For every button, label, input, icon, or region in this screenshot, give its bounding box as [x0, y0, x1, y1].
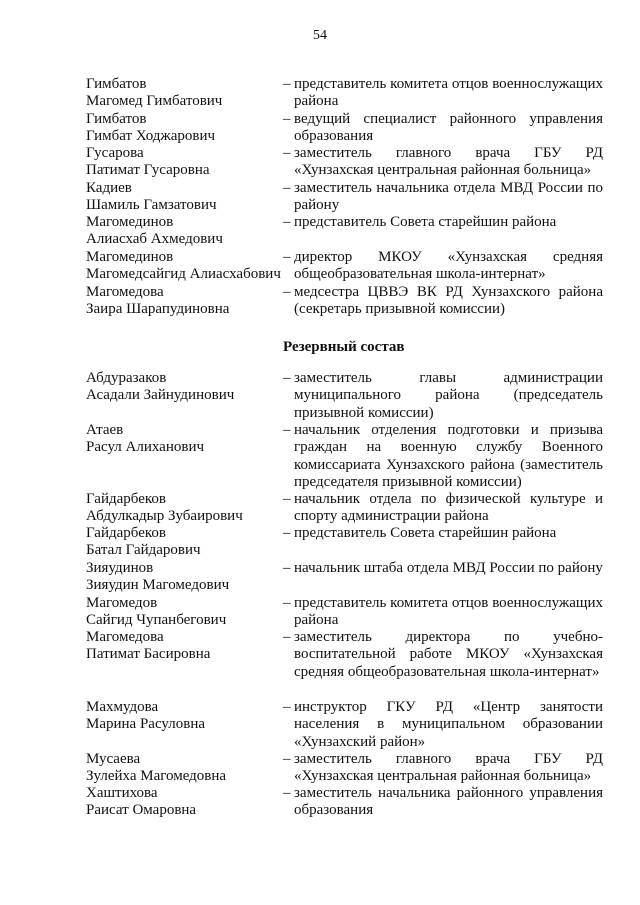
member-last-name: Гайдарбеков	[86, 525, 166, 541]
page-number: 54	[313, 28, 327, 43]
member-last-name: Магомедова	[86, 284, 164, 300]
dash-separator: –	[283, 525, 291, 541]
member-position: инструктор ГКУ РД «Центр занятости населения в муниципальном образовании «Хунзахский район»	[294, 699, 603, 750]
member-name	[86, 785, 281, 820]
member-name	[86, 595, 281, 630]
member-position: заместитель директора по учебно-воспитательной работе МКОУ «Хунзахская средняя общеобразовательная школа-интернат»	[294, 629, 603, 680]
dash-separator: –	[283, 699, 291, 715]
member-name	[86, 525, 281, 560]
dash-separator: –	[283, 370, 291, 386]
member-name	[86, 629, 281, 664]
member-last-name: Гимбатов	[86, 111, 147, 127]
dash-separator: –	[283, 111, 291, 127]
member-last-name: Магомедова	[86, 629, 164, 645]
member-name	[86, 180, 281, 215]
member-first-names: Зияудин Магомедович	[86, 577, 230, 594]
member-first-names: Батал Гайдарович	[86, 542, 201, 559]
member-last-name: Гусарова	[86, 145, 144, 161]
member-first-names: Магомедсайгид Алиасхабович	[86, 266, 281, 283]
member-position: заместитель главного врача ГБУ РД «Хунзахская центральная районная больница»	[294, 751, 603, 785]
member-first-names: Патимат Басировна	[86, 646, 211, 663]
member-position: начальник отдела по физической культуре и спорту администрации района	[294, 491, 603, 525]
member-first-names: Алиасхаб Ахмедович	[86, 231, 223, 248]
member-name	[86, 249, 281, 284]
member-first-names: Заира Шарапудиновна	[86, 301, 230, 318]
member-last-name: Махмудова	[86, 699, 159, 715]
member-name	[86, 751, 281, 786]
dash-separator: –	[283, 560, 291, 576]
member-last-name: Зияудинов	[86, 560, 154, 576]
member-name	[86, 214, 281, 249]
member-position: медсестра ЦВВЭ ВК РД Хунзахского района (секретарь призывной комиссии)	[294, 284, 603, 318]
member-last-name: Магомединов	[86, 214, 174, 230]
member-position: заместитель начальника отдела МВД России по району	[294, 180, 603, 214]
dash-separator: –	[283, 214, 291, 230]
member-name	[86, 699, 281, 734]
member-position: заместитель начальника районного управления образования	[294, 785, 603, 819]
member-last-name: Кадиев	[86, 180, 132, 196]
dash-separator: –	[283, 491, 291, 507]
member-first-names: Зулейха Магомедовна	[86, 768, 227, 785]
dash-separator: –	[283, 595, 291, 611]
member-position: начальник штаба отдела МВД России по району	[294, 560, 603, 576]
member-first-names: Асадали Зайнудинович	[86, 387, 235, 404]
member-first-names: Сайгид Чупанбегович	[86, 612, 227, 629]
dash-separator: –	[283, 249, 291, 265]
member-last-name: Гайдарбеков	[86, 491, 166, 507]
member-last-name: Мусаева	[86, 751, 141, 767]
dash-separator: –	[283, 422, 291, 438]
member-position: ведущий специалист районного управления образования	[294, 111, 603, 145]
member-name	[86, 111, 281, 146]
reserve-section-title: Резервный состав	[283, 339, 405, 355]
member-first-names: Марина Расуловна	[86, 716, 206, 733]
dash-separator: –	[283, 751, 291, 767]
member-name	[86, 560, 281, 595]
member-first-names: Гимбат Ходжарович	[86, 128, 216, 145]
member-last-name: Хаштихова	[86, 785, 158, 801]
member-position: заместитель главы администрации муниципального района (председатель призывной комиссии)	[294, 370, 603, 421]
member-name	[86, 284, 281, 319]
member-last-name: Магомедов	[86, 595, 158, 611]
member-name	[86, 491, 281, 526]
member-first-names: Патимат Гусаровна	[86, 162, 210, 179]
member-last-name: Атаев	[86, 422, 124, 438]
member-position: начальник отделения подготовки и призыва граждан на военную службу Военного комиссариата Хунзахского района (заместитель председателя призывной комиссии)	[294, 422, 603, 490]
member-last-name: Гимбатов	[86, 76, 147, 92]
member-last-name: Абдуразаков	[86, 370, 167, 386]
member-last-name: Магомединов	[86, 249, 174, 265]
member-name	[86, 422, 281, 457]
member-position: представитель комитета отцов военнослужащих района	[294, 595, 603, 629]
member-position: представитель комитета отцов военнослужащих района	[294, 76, 603, 110]
member-position: директор МКОУ «Хунзахская средняя общеобразовательная школа-интернат»	[294, 249, 603, 283]
dash-separator: –	[283, 76, 291, 92]
dash-separator: –	[283, 785, 291, 801]
member-first-names: Магомед Гимбатович	[86, 93, 223, 110]
member-first-names: Раисат Омаровна	[86, 802, 197, 819]
member-first-names: Абдулкадыр Зубаирович	[86, 508, 243, 525]
member-position: представитель Совета старейшин района	[294, 214, 557, 230]
member-name	[86, 76, 281, 111]
member-name	[86, 370, 281, 405]
dash-separator: –	[283, 629, 291, 645]
member-first-names: Шамиль Гамзатович	[86, 197, 217, 214]
dash-separator: –	[283, 180, 291, 196]
dash-separator: –	[283, 284, 291, 300]
dash-separator: –	[283, 145, 291, 161]
member-position: заместитель главного врача ГБУ РД «Хунзахская центральная районная больница»	[294, 145, 603, 179]
member-position: представитель Совета старейшин района	[294, 525, 557, 541]
member-name	[86, 145, 281, 180]
member-first-names: Расул Алиханович	[86, 439, 205, 456]
